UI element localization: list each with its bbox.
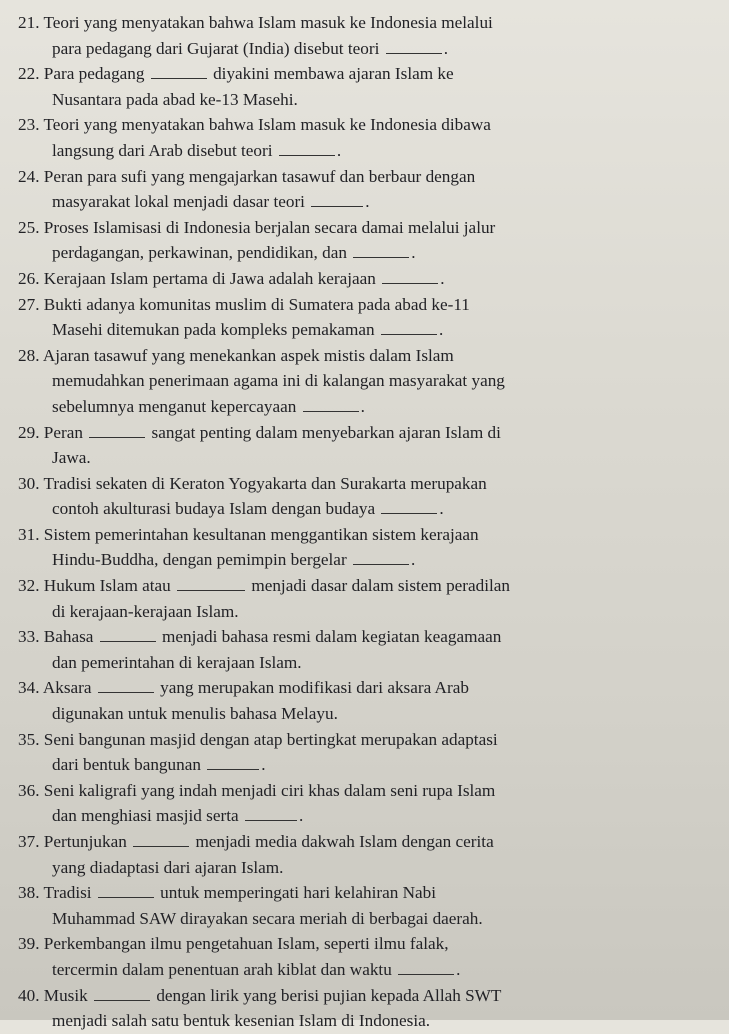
question-30: 30. Tradisi sekaten di Keraton Yogyakarta dan Surakarta merupakan contoh akulturasi budaya Islam dengan budaya . (18, 473, 487, 519)
question-number: 28. (18, 345, 40, 365)
answer-blank[interactable] (94, 999, 150, 1001)
answer-blank[interactable] (398, 973, 454, 975)
question-22: 22. Para pedagang diyakini membawa ajaran Islam ke Nusantara pada abad ke-13 Masehi. (18, 64, 454, 109)
question-number: 40. (18, 985, 40, 1005)
question-number: 33. (18, 627, 40, 647)
question-number: 32. (18, 576, 40, 596)
answer-blank[interactable] (303, 410, 359, 412)
question-number: 30. (18, 473, 40, 493)
answer-blank[interactable] (133, 845, 189, 847)
question-27: 27. Bukti adanya komunitas muslim di Sumatera pada abad ke-11 Masehi ditemukan pada kompleks pemakaman . (18, 294, 470, 340)
question-number: 36. (18, 780, 40, 800)
answer-blank[interactable] (382, 282, 438, 284)
question-33: 33. Bahasa menjadi bahasa resmi dalam kegiatan keagamaan dan pemerintahan di kerajaan Islam. (18, 627, 502, 672)
question-25: 25. Proses Islamisasi di Indonesia berjalan secara damai melalui jalur perdagangan, perkawinan, pendidikan, dan . (18, 217, 496, 263)
answer-blank[interactable] (386, 52, 442, 54)
question-number: 24. (18, 166, 40, 186)
question-number: 39. (18, 934, 40, 954)
answer-blank[interactable] (381, 333, 437, 335)
question-36: 36. Seni kaligrafi yang indah menjadi ciri khas dalam seni rupa Islam dan menghiasi masjid serta . (18, 780, 496, 826)
answer-blank[interactable] (311, 205, 363, 207)
question-23: 23. Teori yang menyatakan bahwa Islam masuk ke Indonesia dibawa langsung dari Arab disebut teori . (18, 115, 491, 160)
answer-blank[interactable] (89, 436, 145, 438)
question-38: 38. Tradisi untuk memperingati hari kelahiran Nabi Muhammad SAW dirayakan secara meriah di berbagai daerah. (18, 883, 483, 928)
question-32: 32. Hukum Islam atau menjadi dasar dalam sistem peradilan di kerajaan-kerajaan Islam. (18, 576, 511, 621)
answer-blank[interactable] (279, 154, 335, 156)
question-40: 40. Musik dengan lirik yang berisi pujian kepada Allah SWT menjadi salah satu bentuk kesenian Islam di Indonesia. (18, 985, 502, 1031)
answer-blank[interactable] (245, 819, 297, 821)
question-34: 34. Aksara yang merupakan modifikasi dari aksara Arab digunakan untuk menulis bahasa Melayu. (18, 678, 469, 724)
answer-blank[interactable] (151, 77, 207, 79)
question-number: 31. (18, 524, 40, 544)
question-number: 38. (18, 883, 40, 903)
answer-blank[interactable] (381, 512, 437, 514)
answer-blank[interactable] (353, 256, 409, 258)
answer-blank[interactable] (177, 589, 245, 591)
question-number: 21. (18, 13, 40, 32)
question-39: 39. Perkembangan ilmu pengetahuan Islam, seperti ilmu falak, tercermin dalam penentuan arah kiblat dan waktu . (18, 934, 461, 979)
question-number: 29. (18, 422, 40, 442)
answer-blank[interactable] (98, 691, 154, 693)
question-29: 29. Peran sangat penting dalam menyebarkan ajaran Islam di Jawa. (18, 422, 501, 468)
answer-blank[interactable] (353, 563, 409, 565)
answer-blank[interactable] (100, 640, 156, 642)
question-number: 27. (18, 294, 40, 314)
question-text: Teori yang menyatakan bahwa Islam masuk ke Indonesia melalui (43, 13, 493, 32)
question-31: 31. Sistem pemerintahan kesultanan menggantikan sistem kerajaan Hindu-Buddha, dengan pemimpin bergelar . (18, 524, 479, 570)
question-text: para pedagang dari Gujarat (India) disebut teori (52, 38, 380, 58)
question-24: 24. Peran para sufi yang mengajarkan tasawuf dan berbaur dengan masyarakat lokal menjadi dasar teori . (18, 166, 476, 212)
question-number: 22. (18, 64, 40, 84)
question-number: 25. (18, 217, 40, 237)
question-number: 35. (18, 729, 40, 749)
question-21: 21. Teori yang menyatakan bahwa Islam masuk ke Indonesia melalui para pedagang dari Gujarat (India) disebut teori . (18, 13, 493, 58)
question-number: 34. (18, 678, 40, 698)
question-28: 28. Ajaran tasawuf yang menekankan aspek mistis dalam Islam memudahkan penerimaan agama ini di kalangan masyarakat yang sebelumnya menganut kepercayaan . (18, 345, 505, 416)
question-26: 26. Kerajaan Islam pertama di Jawa adalah kerajaan . (18, 268, 445, 288)
question-37: 37. Pertunjukan menjadi media dakwah Islam dengan cerita yang diadaptasi dari ajaran Islam. (18, 832, 494, 877)
answer-blank[interactable] (207, 768, 259, 770)
question-number: 26. (18, 268, 40, 288)
answer-blank[interactable] (98, 896, 154, 898)
question-number: 37. (18, 832, 40, 851)
question-35: 35. Seni bangunan masjid dengan atap bertingkat merupakan adaptasi dari bentuk bangunan . (18, 729, 498, 775)
question-number: 23. (18, 115, 40, 135)
